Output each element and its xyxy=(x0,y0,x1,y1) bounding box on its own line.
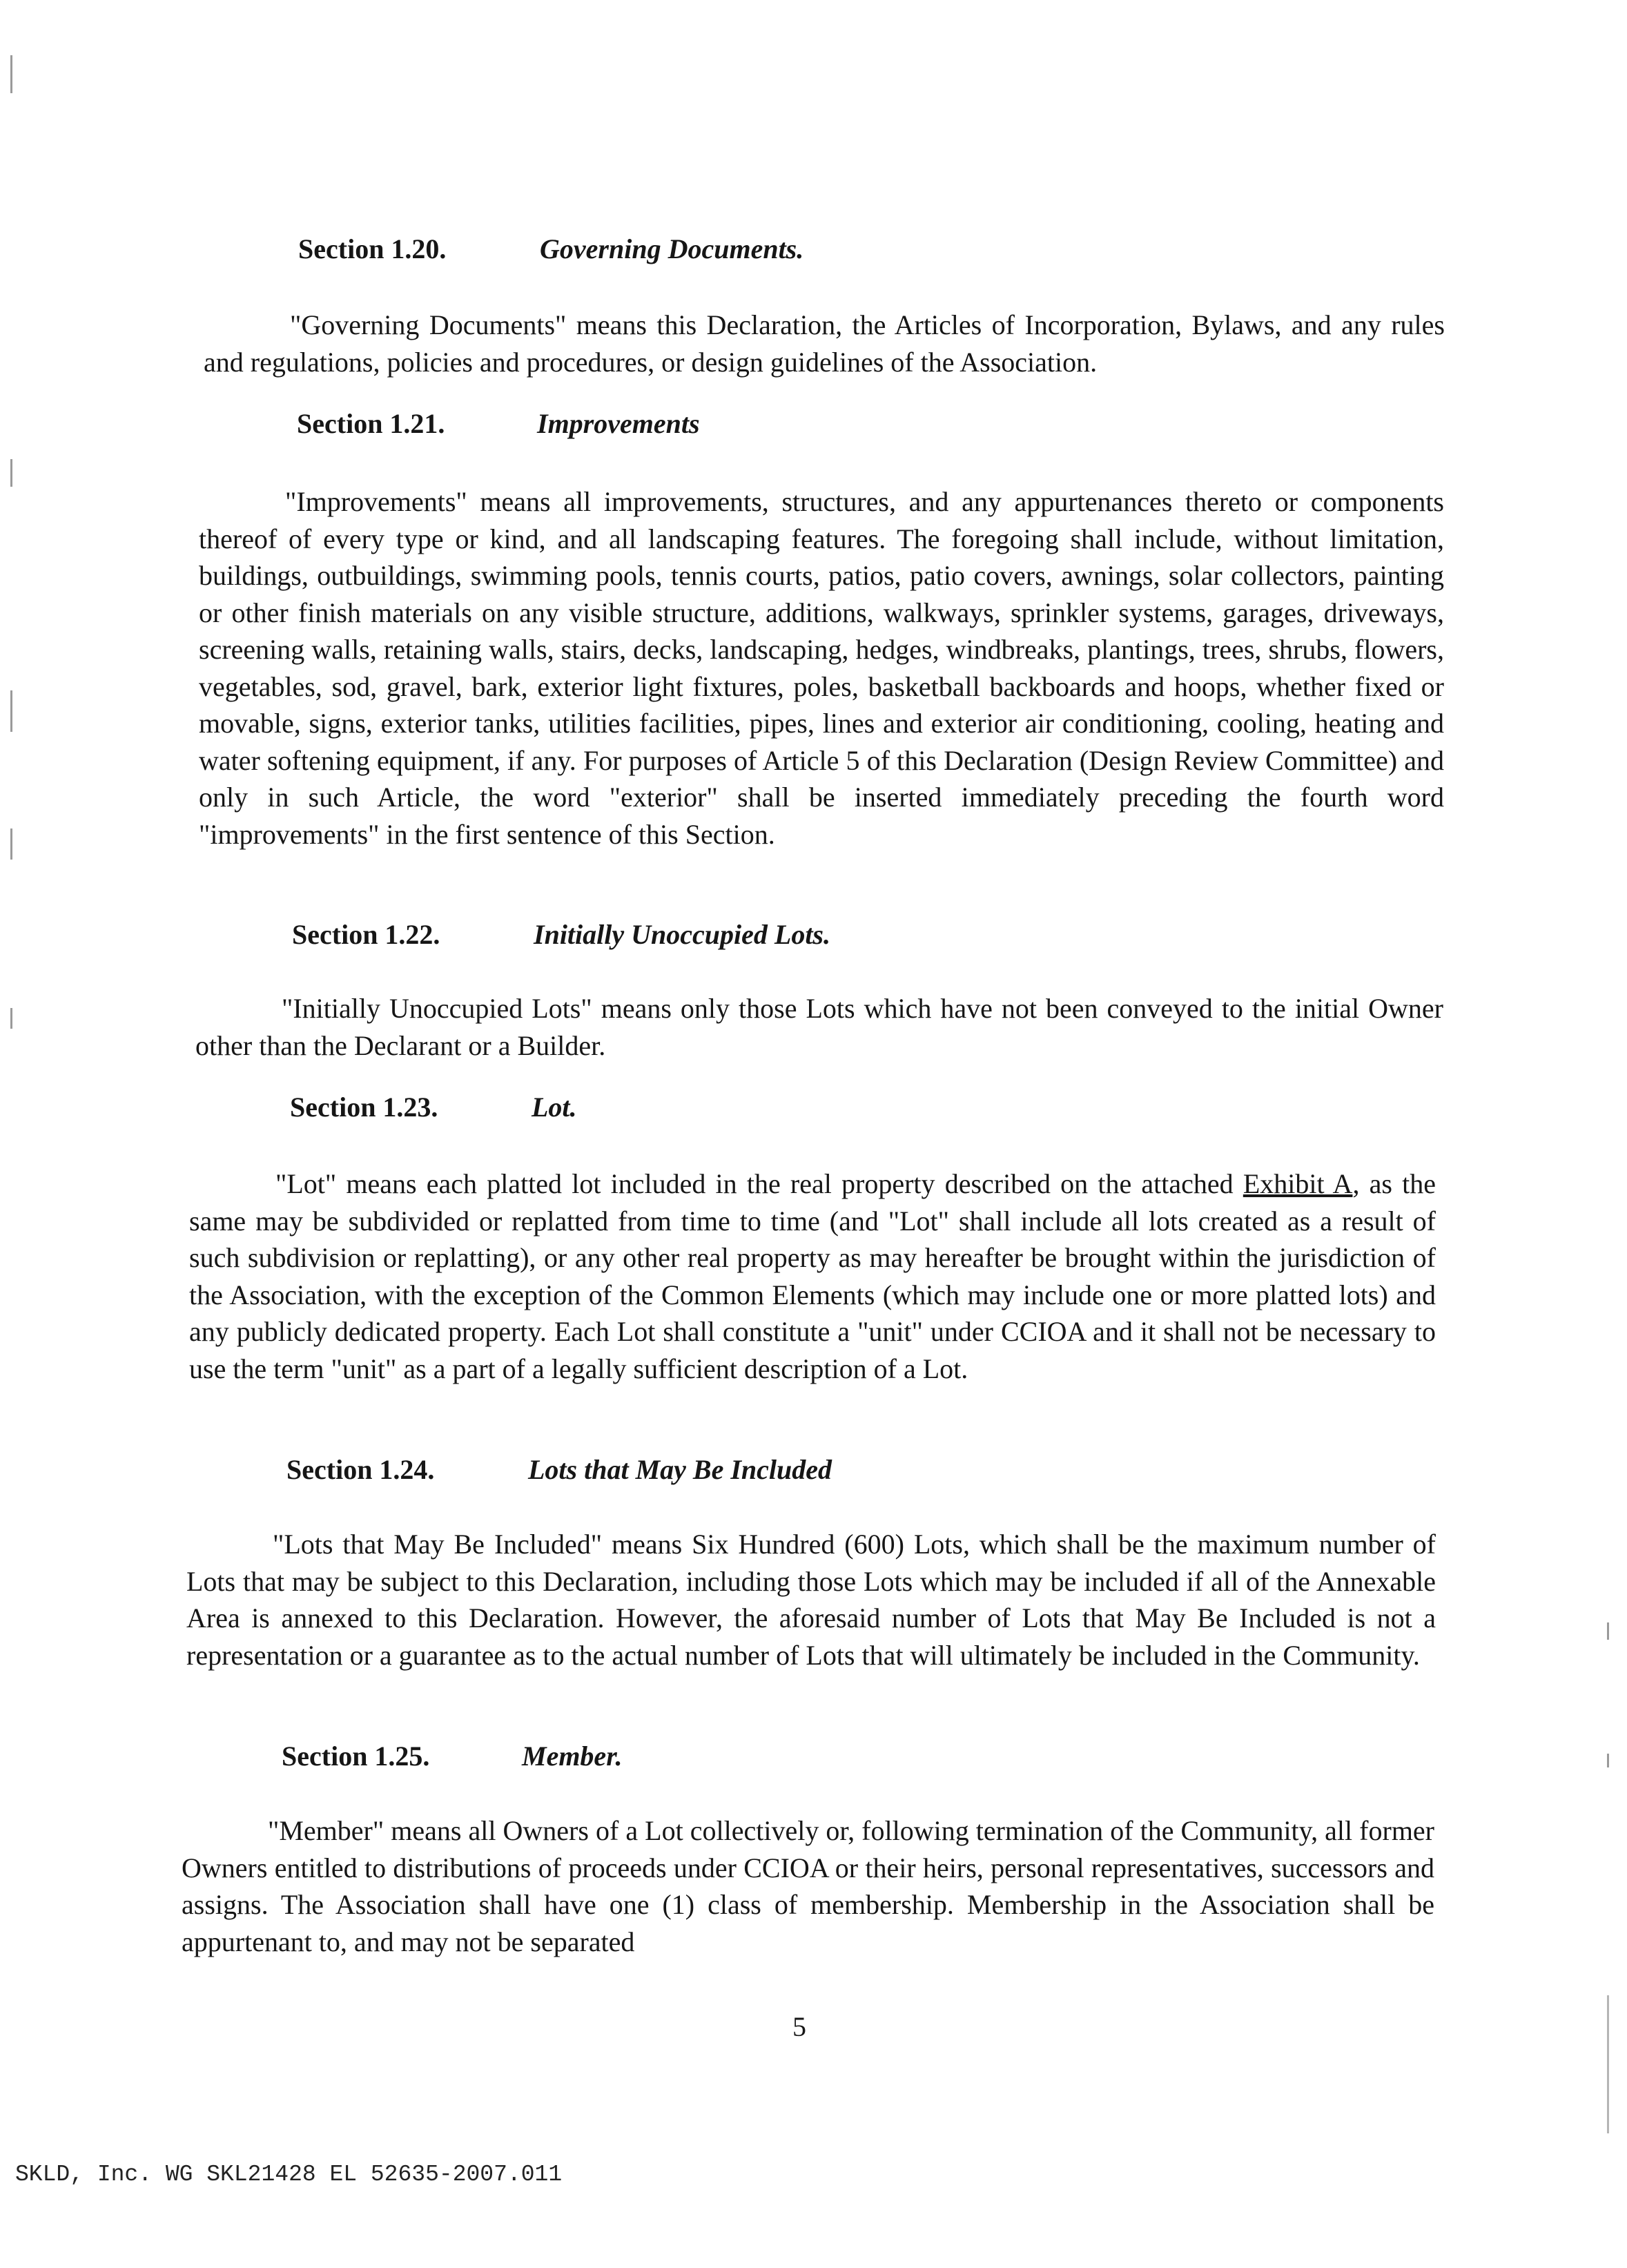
section-number: Section 1.20. xyxy=(298,233,447,264)
section-1-23-heading xyxy=(290,1091,577,1124)
section-1-23-body: "Lot" means each platted lot included in the real property described on the attached Exhibit A, as the same may be subdivided or replatted from time to time (and "Lot" shall include all lots created as a result of such subdivision or replatting), or any other real property as may hereafter be brought within the jurisdiction of the Association, with the exception of the Common Elements (which may include one or more platted lots) and any publicly dedicated property. Each Lot shall constitute a "unit" under CCIOA and it shall not be necessary to use the term "unit" as a part of a legally sufficient description of a Lot. xyxy=(189,1168,1436,1384)
section-1-21-heading xyxy=(297,407,700,440)
section-1-20-heading xyxy=(298,233,804,266)
section-1-24-body: "Lots that May Be Included" means Six Hundred (600) Lots, which shall be the maximum number of Lots that may be subject to this Declaration, including those Lots which may be included if all of the Annexable Area is annexed to this Declaration. However, the aforesaid number of Lots that May Be Included is not a representation or a guarantee as to the actual number of Lots that will ultimately be included in the Community. xyxy=(186,1529,1436,1671)
section-number: Section 1.25. xyxy=(282,1741,430,1772)
section-1-25-body: "Member" means all Owners of a Lot collectively or, following termination of the Community, all former Owners entitled to distributions of proceeds under CCIOA or their heirs, personal representatives, successors and assigns. The Association shall have one (1) class of membership. Membership in the Association shall be appurtenant to, and may not be separated xyxy=(182,1815,1434,1957)
page-number: 5 xyxy=(792,2011,806,2042)
section-title: Initially Unoccupied Lots. xyxy=(534,919,830,950)
scan-artifact xyxy=(1607,1622,1609,1640)
section-number: Section 1.21. xyxy=(297,408,445,439)
scan-artifact xyxy=(10,690,12,732)
section-1-21-body: "Improvements" means all improvements, structures, and any appurtenances thereto or components thereof of every type or kind, and all landscaping features. The foregoing shall include, without limitation, buildings, outbuildings, swimming pools, tennis courts, patios, patio covers, awnings, solar collectors, painting or other finish materials on any visible structure, additions, walkways, sprinkler systems, garages, driveways, screening walls, retaining walls, stairs, decks, landscaping, hedges, windbreaks, plantings, trees, shrubs, flowers, vegetables, sod, gravel, bark, exterior light fixtures, poles, basketball backboards and hoops, whether fixed or movable, signs, exterior tanks, utilities facilities, pipes, lines and exterior air conditioning, cooling, heating and water softening equipment, if any. For purposes of Article 5 of this Declaration (Design Review Committee) and only in such Article, the word "exterior" shall be inserted immediately preceding the fourth word "improvements" in the first sentence of this Section. xyxy=(199,486,1444,850)
section-number: Section 1.23. xyxy=(290,1092,438,1123)
scan-artifact xyxy=(10,1008,12,1029)
section-number: Section 1.22. xyxy=(292,919,440,950)
section-title: Improvements xyxy=(537,408,700,439)
scan-artifact xyxy=(10,828,12,860)
exhibit-a-reference: Exhibit A xyxy=(1243,1168,1353,1199)
section-title: Member. xyxy=(522,1741,623,1772)
scan-artifact xyxy=(10,55,12,93)
scan-artifact xyxy=(1607,1995,1609,2133)
section-1-22-heading xyxy=(292,918,830,951)
section-title: Lot. xyxy=(532,1092,577,1123)
section-1-22-body: "Initially Unoccupied Lots" means only those Lots which have not been conveyed to the initial Owner other than the Declarant or a Builder. xyxy=(195,993,1443,1061)
scan-artifact xyxy=(10,459,12,487)
section-number: Section 1.24. xyxy=(286,1454,435,1485)
section-1-25-heading xyxy=(282,1740,623,1773)
section-1-24-heading xyxy=(286,1453,832,1486)
section-1-20-body: "Governing Documents" means this Declaration, the Articles of Incorporation, Bylaws, and any rules and regulations, policies and procedures, or design guidelines of the Association. xyxy=(204,309,1445,378)
section-title: Governing Documents. xyxy=(540,233,804,264)
scan-artifact xyxy=(1607,1754,1609,1767)
section-title: Lots that May Be Included xyxy=(528,1454,832,1485)
document-footer: SKLD, Inc. WG SKL21428 EL 52635-2007.011 xyxy=(15,2162,563,2187)
